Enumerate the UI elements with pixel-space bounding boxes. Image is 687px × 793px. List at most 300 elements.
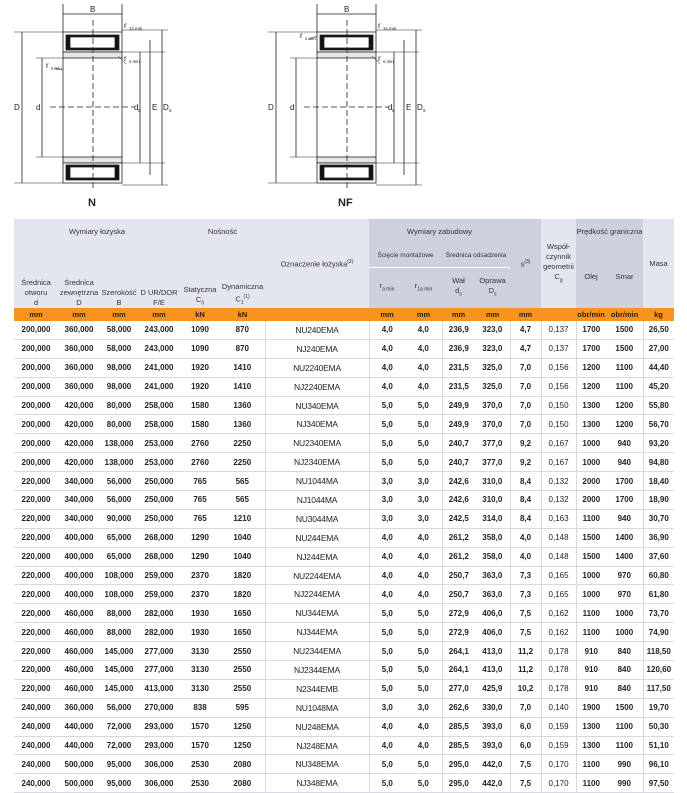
table-row bbox=[14, 377, 674, 396]
table-body bbox=[14, 321, 674, 793]
table-cell: 1100 bbox=[606, 736, 643, 755]
table-row bbox=[14, 717, 674, 736]
table-cell: 0,170 bbox=[541, 755, 576, 774]
table-cell: 4,0 bbox=[369, 566, 405, 585]
table-cell: 4,7 bbox=[510, 339, 541, 358]
table-cell: 5,0 bbox=[405, 679, 442, 698]
nf-label-r-right: r bbox=[378, 54, 381, 63]
table-cell: 370,0 bbox=[475, 415, 510, 434]
table-cell: 220,000 bbox=[14, 472, 58, 491]
table-cell: 5,0 bbox=[405, 434, 442, 453]
table-row bbox=[14, 566, 674, 585]
table-cell: 1090 bbox=[180, 339, 220, 358]
diagram-n bbox=[14, 4, 168, 190]
table-cell: 1820 bbox=[220, 566, 265, 585]
diagram-nf bbox=[268, 4, 422, 190]
table-cell: 220,000 bbox=[14, 491, 58, 510]
table-cell: 360,000 bbox=[58, 321, 100, 339]
table-cell: 1000 bbox=[606, 604, 643, 623]
table-cell: 0,132 bbox=[541, 472, 576, 491]
table-cell: 406,0 bbox=[475, 623, 510, 642]
table-cell: 200,000 bbox=[14, 358, 58, 377]
header-D: Średnica zewnętrzna D bbox=[58, 245, 100, 308]
n-label-ds-sub: s bbox=[138, 108, 141, 114]
table-cell: 910 bbox=[576, 679, 606, 698]
table-cell: 3,0 bbox=[369, 698, 405, 717]
table-cell: 400,000 bbox=[58, 585, 100, 604]
table-cell: 1100 bbox=[606, 377, 643, 396]
table-cell: 1100 bbox=[576, 509, 606, 528]
diagram-n-title: N bbox=[88, 197, 96, 209]
table-cell: 4,7 bbox=[510, 321, 541, 339]
table-cell: 1700 bbox=[576, 321, 606, 339]
table-cell: 460,000 bbox=[58, 604, 100, 623]
table-cell: 4,0 bbox=[369, 339, 405, 358]
table-cell: 970 bbox=[606, 585, 643, 604]
table-cell: 425,9 bbox=[475, 679, 510, 698]
table-cell: 236,9 bbox=[442, 321, 475, 339]
table-cell: 1000 bbox=[576, 434, 606, 453]
table-cell: 253,000 bbox=[138, 453, 180, 472]
table-cell: 243,000 bbox=[138, 339, 180, 358]
table-cell: 277,000 bbox=[138, 642, 180, 661]
table-cell: 1930 bbox=[180, 604, 220, 623]
table-cell: 400,000 bbox=[58, 566, 100, 585]
table-cell: 5,0 bbox=[369, 434, 405, 453]
n-label-ds: d bbox=[134, 103, 139, 112]
table-cell: 253,000 bbox=[138, 434, 180, 453]
bearing-designation-cell: NU2240EMA bbox=[265, 358, 369, 377]
table-cell: 1650 bbox=[220, 623, 265, 642]
table-cell: 2080 bbox=[220, 774, 265, 793]
table-cell: 4,0 bbox=[405, 547, 442, 566]
table-cell: 765 bbox=[180, 491, 220, 510]
table-cell: 1400 bbox=[606, 528, 643, 547]
nf-label-Ds: D bbox=[417, 103, 423, 112]
table-cell: 1000 bbox=[576, 453, 606, 472]
table-cell: 1100 bbox=[606, 717, 643, 736]
table-cell: 940 bbox=[606, 434, 643, 453]
header-group-speed: Prędkość graniczna bbox=[576, 219, 643, 245]
table-cell: 1300 bbox=[576, 736, 606, 755]
table-cell: 406,0 bbox=[475, 604, 510, 623]
table-cell: 58,000 bbox=[100, 321, 138, 339]
table-cell: 268,000 bbox=[138, 547, 180, 566]
table-cell: 241,000 bbox=[138, 358, 180, 377]
table-cell: 2250 bbox=[220, 434, 265, 453]
table-cell: 1500 bbox=[606, 321, 643, 339]
table-row bbox=[14, 604, 674, 623]
bearing-designation-cell: NJ2344EMA bbox=[265, 661, 369, 680]
header-rmin: $r_{a min}$ bbox=[369, 268, 405, 309]
unit-cell: mm bbox=[138, 308, 180, 321]
table-cell: 840 bbox=[606, 642, 643, 661]
table-cell: 220,000 bbox=[14, 604, 58, 623]
table-cell: 1200 bbox=[576, 377, 606, 396]
table-cell: 259,000 bbox=[138, 566, 180, 585]
table-cell: 4,0 bbox=[405, 717, 442, 736]
table-cell: 4,0 bbox=[405, 339, 442, 358]
table-cell: 970 bbox=[606, 566, 643, 585]
table-cell: 1930 bbox=[180, 623, 220, 642]
table-cell: 264,1 bbox=[442, 661, 475, 680]
table-cell: 3,0 bbox=[369, 491, 405, 510]
table-cell: 1700 bbox=[606, 472, 643, 491]
table-cell: 0,178 bbox=[541, 642, 576, 661]
bearing-table bbox=[14, 219, 674, 793]
table-cell: 5,0 bbox=[405, 604, 442, 623]
table-cell: 377,0 bbox=[475, 453, 510, 472]
table-cell: 370,0 bbox=[475, 396, 510, 415]
table-cell: 440,000 bbox=[58, 736, 100, 755]
table-cell: 5,0 bbox=[405, 661, 442, 680]
table-cell: 4,0 bbox=[369, 547, 405, 566]
table-cell: 295,0 bbox=[442, 774, 475, 793]
table-cell: 220,000 bbox=[14, 661, 58, 680]
table-cell: 358,0 bbox=[475, 547, 510, 566]
table-cell: 242,6 bbox=[442, 472, 475, 491]
table-cell: 840 bbox=[606, 661, 643, 680]
unit-cell bbox=[541, 308, 576, 321]
table-cell: 413,000 bbox=[138, 679, 180, 698]
table-cell: 120,60 bbox=[643, 661, 674, 680]
header-C0: Statyczna $C_0$ bbox=[180, 245, 220, 308]
nf-label-r-left: r bbox=[300, 31, 303, 40]
table-cell: 1200 bbox=[576, 358, 606, 377]
table-cell: 1410 bbox=[220, 377, 265, 396]
table-cell: 1090 bbox=[180, 321, 220, 339]
table-cell: 282,000 bbox=[138, 623, 180, 642]
table-cell: 4,0 bbox=[369, 717, 405, 736]
table-cell: 314,0 bbox=[475, 509, 510, 528]
table-cell: 2000 bbox=[576, 472, 606, 491]
table-cell: 0,165 bbox=[541, 566, 576, 585]
table-row bbox=[14, 509, 674, 528]
table-cell: 440,000 bbox=[58, 717, 100, 736]
table-cell: 2530 bbox=[180, 774, 220, 793]
table-cell: 460,000 bbox=[58, 661, 100, 680]
bearing-designation-cell: NJ2340EMA bbox=[265, 453, 369, 472]
bearing-designation-cell: NU2344EMA bbox=[265, 642, 369, 661]
header-group-dims: Wymiary łożyska bbox=[14, 219, 180, 245]
table-cell: 98,000 bbox=[100, 377, 138, 396]
table-cell: 220,000 bbox=[14, 528, 58, 547]
table-cell: 272,9 bbox=[442, 604, 475, 623]
table-cell: 0,163 bbox=[541, 509, 576, 528]
table-cell: 220,000 bbox=[14, 623, 58, 642]
table-cell: 250,000 bbox=[138, 472, 180, 491]
table-cell: 1000 bbox=[606, 623, 643, 642]
table-cell: 5,0 bbox=[369, 415, 405, 434]
table-cell: 200,000 bbox=[14, 434, 58, 453]
table-cell: 358,0 bbox=[475, 528, 510, 547]
table-cell: 7,5 bbox=[510, 623, 541, 642]
table-cell: 88,000 bbox=[100, 604, 138, 623]
table-cell: 1300 bbox=[576, 415, 606, 434]
table-cell: 5,0 bbox=[369, 453, 405, 472]
table-row bbox=[14, 472, 674, 491]
table-cell: 6,0 bbox=[510, 736, 541, 755]
bearing-designation-cell: NJ344EMA bbox=[265, 623, 369, 642]
table-cell: 2760 bbox=[180, 434, 220, 453]
table-cell: 138,000 bbox=[100, 434, 138, 453]
table-cell: 1100 bbox=[576, 774, 606, 793]
table-cell: 460,000 bbox=[58, 642, 100, 661]
table-cell: 56,000 bbox=[100, 491, 138, 510]
table-cell: 295,0 bbox=[442, 755, 475, 774]
table-cell: 80,000 bbox=[100, 396, 138, 415]
table-cell: 277,000 bbox=[138, 661, 180, 680]
table-cell: 7,5 bbox=[510, 774, 541, 793]
table-cell: 1920 bbox=[180, 377, 220, 396]
table-cell: 1700 bbox=[606, 491, 643, 510]
table-cell: 0,170 bbox=[541, 774, 576, 793]
table-cell: 5,0 bbox=[369, 642, 405, 661]
table-cell: 72,000 bbox=[100, 736, 138, 755]
table-cell: 0,156 bbox=[541, 358, 576, 377]
table-cell: 293,000 bbox=[138, 717, 180, 736]
table-cell: 0,140 bbox=[541, 698, 576, 717]
table-cell: 940 bbox=[606, 453, 643, 472]
table-cell: 242,5 bbox=[442, 509, 475, 528]
table-cell: 1040 bbox=[220, 528, 265, 547]
table-cell: 870 bbox=[220, 321, 265, 339]
n-label-Ds: D bbox=[163, 103, 169, 112]
table-cell: 231,5 bbox=[442, 358, 475, 377]
unit-cell: kN bbox=[220, 308, 265, 321]
table-cell: 2080 bbox=[220, 755, 265, 774]
nf-label-r-right-sub: s min bbox=[383, 59, 394, 64]
table-row bbox=[14, 434, 674, 453]
table-cell: 460,000 bbox=[58, 623, 100, 642]
table-cell: 118,50 bbox=[643, 642, 674, 661]
table-cell: 8,4 bbox=[510, 509, 541, 528]
table-cell: 340,000 bbox=[58, 472, 100, 491]
table-cell: 261,2 bbox=[442, 547, 475, 566]
table-row bbox=[14, 736, 674, 755]
table-cell: 1900 bbox=[576, 698, 606, 717]
table-cell: 1500 bbox=[606, 698, 643, 717]
table-cell: 8,4 bbox=[510, 472, 541, 491]
table-cell: 1100 bbox=[576, 755, 606, 774]
table-cell: 220,000 bbox=[14, 679, 58, 698]
table-cell: 6,0 bbox=[510, 717, 541, 736]
table-cell: 9,2 bbox=[510, 434, 541, 453]
nf-label-r1-sub: 1s min bbox=[383, 26, 397, 31]
table-cell: 413,0 bbox=[475, 642, 510, 661]
table-cell: 3130 bbox=[180, 661, 220, 680]
table-cell: 220,000 bbox=[14, 566, 58, 585]
table-cell: 5,0 bbox=[405, 415, 442, 434]
header-C1: Dynamiczna $C_1^{(1)}$ bbox=[220, 245, 265, 308]
table-row bbox=[14, 679, 674, 698]
table-row bbox=[14, 623, 674, 642]
table-cell: 0,132 bbox=[541, 491, 576, 510]
n-label-Ds-sub: s bbox=[169, 108, 172, 114]
table-cell: 500,000 bbox=[58, 774, 100, 793]
table-cell: 0,150 bbox=[541, 415, 576, 434]
header-ds: Wał $d_s$ bbox=[442, 268, 475, 309]
table-cell: 65,000 bbox=[100, 547, 138, 566]
table-cell: 990 bbox=[606, 774, 643, 793]
bearing-designation-cell: NJ2240EMA bbox=[265, 377, 369, 396]
table-row bbox=[14, 528, 674, 547]
unit-cell: mm bbox=[58, 308, 100, 321]
table-cell: 4,0 bbox=[369, 528, 405, 547]
table-cell: 270,000 bbox=[138, 698, 180, 717]
bearing-designation-cell: NU248EMA bbox=[265, 717, 369, 736]
nf-label-b: B bbox=[344, 5, 350, 14]
table-cell: 261,2 bbox=[442, 528, 475, 547]
table-cell: 5,0 bbox=[369, 396, 405, 415]
table-cell: 0,178 bbox=[541, 679, 576, 698]
header-mass: Masa bbox=[643, 219, 674, 308]
table-cell: 240,000 bbox=[14, 774, 58, 793]
table-cell: 2370 bbox=[180, 566, 220, 585]
table-cell: 7,3 bbox=[510, 585, 541, 604]
table-cell: 56,70 bbox=[643, 415, 674, 434]
table-cell: 1250 bbox=[220, 736, 265, 755]
table-cell: 5,0 bbox=[369, 679, 405, 698]
header-group-shoulder: Średnica odsadzenia bbox=[442, 245, 510, 268]
table-cell: 88,000 bbox=[100, 623, 138, 642]
table-cell: 1200 bbox=[606, 396, 643, 415]
table-cell: 5,0 bbox=[369, 774, 405, 793]
table-cell: 250,000 bbox=[138, 491, 180, 510]
table-cell: 1290 bbox=[180, 547, 220, 566]
table-row bbox=[14, 547, 674, 566]
table-cell: 250,7 bbox=[442, 566, 475, 585]
bearing-designation-cell: NU340EMA bbox=[265, 396, 369, 415]
bearing-designation-cell: NJ340EMA bbox=[265, 415, 369, 434]
table-cell: 400,000 bbox=[58, 547, 100, 566]
table-cell: 840 bbox=[606, 679, 643, 698]
bearing-designation-cell: NU3044MA bbox=[265, 509, 369, 528]
table-cell: 249,9 bbox=[442, 396, 475, 415]
table-cell: 2530 bbox=[180, 755, 220, 774]
table-cell: 26,50 bbox=[643, 321, 674, 339]
table-cell: 330,0 bbox=[475, 698, 510, 717]
table-cell: 56,000 bbox=[100, 698, 138, 717]
table-cell: 117,50 bbox=[643, 679, 674, 698]
bearing-designation-cell: NU344EMA bbox=[265, 604, 369, 623]
table-cell: 74,90 bbox=[643, 623, 674, 642]
table-cell: 3,0 bbox=[405, 509, 442, 528]
bearing-diagrams-svg bbox=[0, 0, 687, 218]
table-cell: 565 bbox=[220, 472, 265, 491]
table-cell: 145,000 bbox=[100, 661, 138, 680]
table-cell: 4,0 bbox=[405, 585, 442, 604]
table-cell: 240,000 bbox=[14, 717, 58, 736]
table-cell: 325,0 bbox=[475, 358, 510, 377]
table-cell: 0,162 bbox=[541, 623, 576, 642]
unit-cell: kN bbox=[180, 308, 220, 321]
table-cell: 360,000 bbox=[58, 358, 100, 377]
n-label-b: B bbox=[90, 5, 96, 14]
table-cell: 11,2 bbox=[510, 661, 541, 680]
table-cell: 93,20 bbox=[643, 434, 674, 453]
table-cell: 310,0 bbox=[475, 491, 510, 510]
table-cell: 460,000 bbox=[58, 679, 100, 698]
table-cell: 108,000 bbox=[100, 585, 138, 604]
bearing-designation-cell: NU1044MA bbox=[265, 472, 369, 491]
table-cell: 200,000 bbox=[14, 396, 58, 415]
table-cell: 94,80 bbox=[643, 453, 674, 472]
unit-cell: mm bbox=[442, 308, 475, 321]
table-cell: 1580 bbox=[180, 396, 220, 415]
table-cell: 940 bbox=[606, 509, 643, 528]
table-cell: 250,000 bbox=[138, 509, 180, 528]
table-cell: 10,2 bbox=[510, 679, 541, 698]
table-cell: 3,0 bbox=[405, 472, 442, 491]
header-Ds: Oprawa $D_s$ bbox=[475, 268, 510, 309]
bearing-designation-cell: N2344EMB bbox=[265, 679, 369, 698]
table-cell: 145,000 bbox=[100, 642, 138, 661]
table-cell: 360,000 bbox=[58, 377, 100, 396]
table-cell: 765 bbox=[180, 472, 220, 491]
table-cell: 838 bbox=[180, 698, 220, 717]
table-cell: 1580 bbox=[180, 415, 220, 434]
bearing-designation-cell: NJ240EMA bbox=[265, 339, 369, 358]
table-cell: 377,0 bbox=[475, 434, 510, 453]
table-cell: 1000 bbox=[576, 566, 606, 585]
table-row bbox=[14, 774, 674, 793]
nf-label-ds-sub: s bbox=[392, 108, 395, 114]
table-cell: 250,7 bbox=[442, 585, 475, 604]
table-cell: 0,156 bbox=[541, 377, 576, 396]
table-cell: 1210 bbox=[220, 509, 265, 528]
table-cell: 910 bbox=[576, 642, 606, 661]
table-cell: 5,0 bbox=[405, 623, 442, 642]
table-cell: 3130 bbox=[180, 679, 220, 698]
table-cell: 360,000 bbox=[58, 339, 100, 358]
table-cell: 0,159 bbox=[541, 736, 576, 755]
table-row bbox=[14, 661, 674, 680]
table-cell: 45,20 bbox=[643, 377, 674, 396]
table-cell: 442,0 bbox=[475, 755, 510, 774]
n-label-r-right: r bbox=[124, 54, 127, 63]
table-cell: 306,000 bbox=[138, 774, 180, 793]
n-label-D: D bbox=[14, 103, 20, 112]
table-cell: 7,0 bbox=[510, 698, 541, 717]
table-cell: 1500 bbox=[606, 339, 643, 358]
table-row bbox=[14, 396, 674, 415]
table-cell: 4,0 bbox=[369, 358, 405, 377]
table-cell: 340,000 bbox=[58, 491, 100, 510]
unit-cell: mm bbox=[369, 308, 405, 321]
table-cell: 4,0 bbox=[369, 585, 405, 604]
header-designation: Oznaczenie łożyska$^{(2)}$ bbox=[265, 219, 369, 308]
table-cell: 5,0 bbox=[405, 453, 442, 472]
table-cell: 7,0 bbox=[510, 358, 541, 377]
table-cell: 259,000 bbox=[138, 585, 180, 604]
table-cell: 4,0 bbox=[405, 377, 442, 396]
table-cell: 0,165 bbox=[541, 585, 576, 604]
table-cell: 18,40 bbox=[643, 472, 674, 491]
table-cell: 0,137 bbox=[541, 321, 576, 339]
nf-label-r-left-sub: s min bbox=[305, 36, 316, 41]
table-cell: 1500 bbox=[576, 547, 606, 566]
table-cell: 80,000 bbox=[100, 415, 138, 434]
table-cell: 200,000 bbox=[14, 339, 58, 358]
table-cell: 2550 bbox=[220, 679, 265, 698]
table-row bbox=[14, 491, 674, 510]
bearing-designation-cell: NJ348EMA bbox=[265, 774, 369, 793]
table-cell: 19,70 bbox=[643, 698, 674, 717]
table-cell: 325,0 bbox=[475, 377, 510, 396]
table-cell: 1500 bbox=[576, 528, 606, 547]
table-cell: 240,7 bbox=[442, 453, 475, 472]
